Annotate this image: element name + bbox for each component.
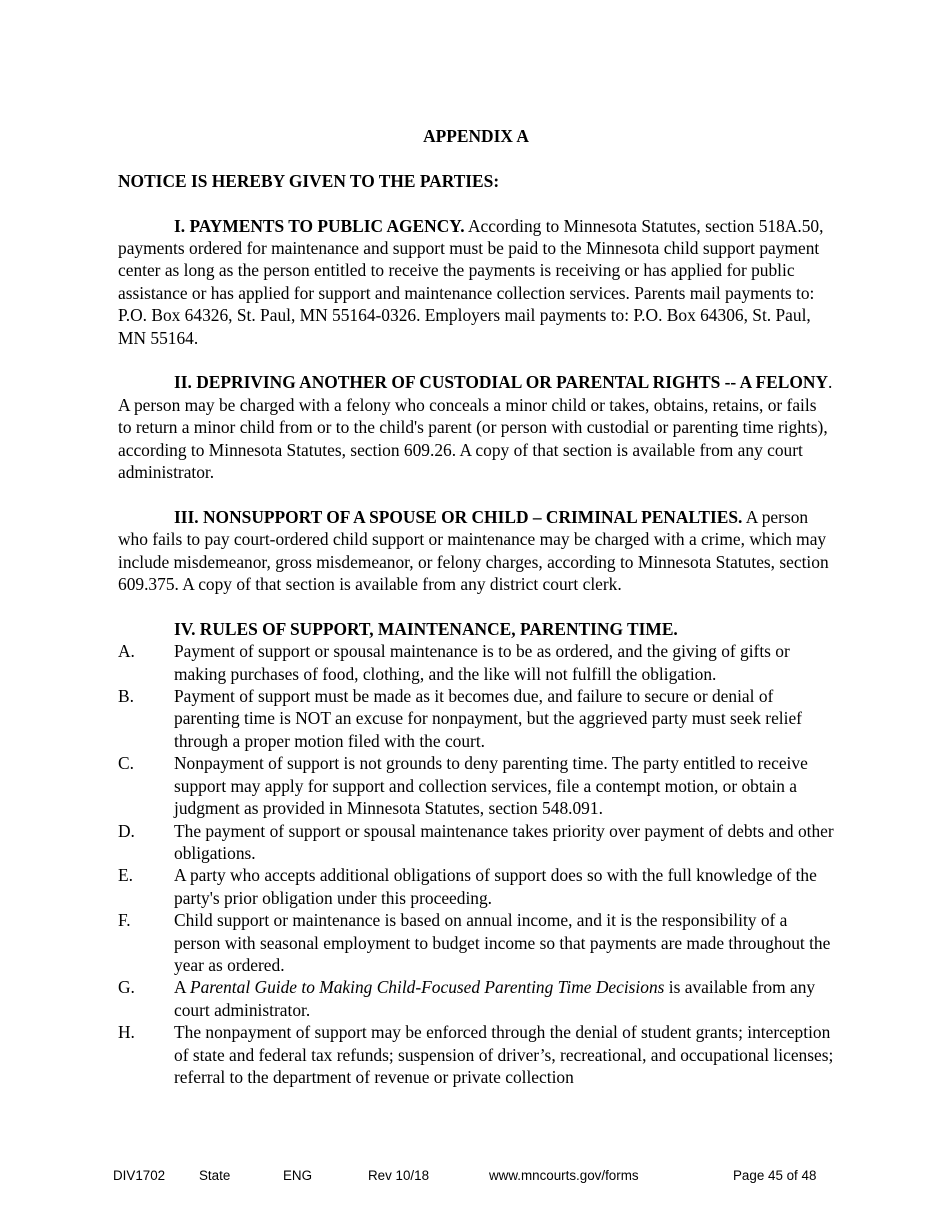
rule-text-after: is available from any court administrator. xyxy=(174,977,816,1020)
rule-letter: G. xyxy=(118,977,135,998)
parenting-guide-title: Parental Guide to Making Child-Focused Parenting Time Decisions xyxy=(189,977,665,998)
section-heading: III. NONSUPPORT OF A SPOUSE OR CHILD – CRIMINAL PENALTIES. xyxy=(174,506,743,527)
rule-letter: B. xyxy=(118,686,134,707)
footer-website-link[interactable]: www.mncourts.gov/forms xyxy=(489,1168,639,1183)
section-payments-public-agency xyxy=(118,215,834,349)
rule-item-h xyxy=(118,1021,834,1088)
rule-item-g xyxy=(118,976,834,1021)
rule-letter: A. xyxy=(118,641,135,662)
rule-item-e xyxy=(118,864,834,909)
rule-letter: C. xyxy=(118,753,134,774)
rule-item-f xyxy=(118,909,834,976)
page-footer xyxy=(0,1167,950,1187)
rule-text: Child support or maintenance is based on annual income, and it is the responsibility of a person with seasonal employment to budget income so that payments are made throughout the year as ordered. xyxy=(174,910,831,975)
section-nonsupport-penalties xyxy=(118,506,834,596)
rule-item-a xyxy=(118,640,834,685)
rule-letter: E. xyxy=(118,865,133,886)
rule-text: Payment of support must be made as it becomes due, and failure to secure or denial of parenting time is NOT an excuse for nonpayment, but the aggrieved party must seek relief through a proper motion filed with the court. xyxy=(174,686,802,751)
rule-text: Payment of support or spousal maintenance is to be as ordered, and the giving of gifts or making purchases of food, clothing, and the like will not fulfill the obligation. xyxy=(174,641,790,684)
footer-page-number: Page 45 of 48 xyxy=(733,1168,817,1183)
rule-text xyxy=(174,976,834,1021)
footer-jurisdiction: State xyxy=(199,1168,231,1183)
footer-form-id: DIV1702 xyxy=(113,1168,166,1183)
rule-item-c xyxy=(118,752,834,819)
footer-language: ENG xyxy=(283,1168,313,1183)
rule-item-b xyxy=(118,685,834,752)
footer-revision: Rev 10/18 xyxy=(368,1168,430,1183)
rule-letter: D. xyxy=(118,820,135,841)
rule-text-before: A xyxy=(174,977,190,998)
section-heading: IV. RULES OF SUPPORT, MAINTENANCE, PARENTING TIME. xyxy=(174,618,678,639)
rule-text: Nonpayment of support is not grounds to deny parenting time. The party entitled to receive support may apply for support and collection services, file a contempt motion, or obtain a judgment as provided in Minnesota Statutes, section 548.091. xyxy=(174,753,808,819)
rule-letter: F. xyxy=(118,910,131,931)
section-heading: I. PAYMENTS TO PUBLIC AGENCY. xyxy=(174,215,465,236)
rule-letter: H. xyxy=(118,1022,135,1043)
section-body: A person who fails to pay court-ordered child support or maintenance may be charged with a crime, which may include misdemeanor, gross misdemeanor, or felony charges, according to Minnesota Statutes, section 609.375. A copy of that section is available from any district court clerk. xyxy=(118,506,829,595)
notice-heading: NOTICE IS HEREBY GIVEN TO THE PARTIES: xyxy=(118,170,500,191)
rule-text: The nonpayment of support may be enforced through the denial of student grants; interception of state and federal tax refunds; suspension of driver’s, recreational, and occupational licenses; referral to the department of revenue or private collection xyxy=(174,1022,834,1087)
rule-text: A party who accepts additional obligations of support does so with the full knowledge of the party's prior obligation under this proceeding. xyxy=(174,865,817,908)
rule-text: The payment of support or spousal maintenance takes priority over payment of debts and other obligations. xyxy=(174,820,834,863)
section-body: According to Minnesota Statutes, section 518A.50, payments ordered for maintenance and support must be paid to the Minnesota child support payment center as long as the person entitled to receive the payments is receiving or has applied for public assistance or has applied for support and maintenance collection services. Parents mail payments to: P.O. Box 64326, St. Paul, MN 55164-0326. Employers mail payments to: P.O. Box 64306, St. Paul, MN 55164. xyxy=(118,215,824,348)
section-heading: II. DEPRIVING ANOTHER OF CUSTODIAL OR PARENTAL RIGHTS -- A FELONY xyxy=(174,372,829,393)
document-page xyxy=(118,125,834,1088)
rule-item-d xyxy=(118,820,834,865)
appendix-title: APPENDIX A xyxy=(423,126,529,146)
section-rules-of-support xyxy=(118,618,834,640)
section-body: . A person may be charged with a felony who conceals a minor child or takes, obtains, retains, or fails to return a minor child from or to the child's parent (or person with custodial or parenting time rights), according to Minnesota Statutes, section 609.26. A copy of that section is available from any court administrator. xyxy=(118,372,833,483)
section-depriving-rights xyxy=(118,371,834,483)
